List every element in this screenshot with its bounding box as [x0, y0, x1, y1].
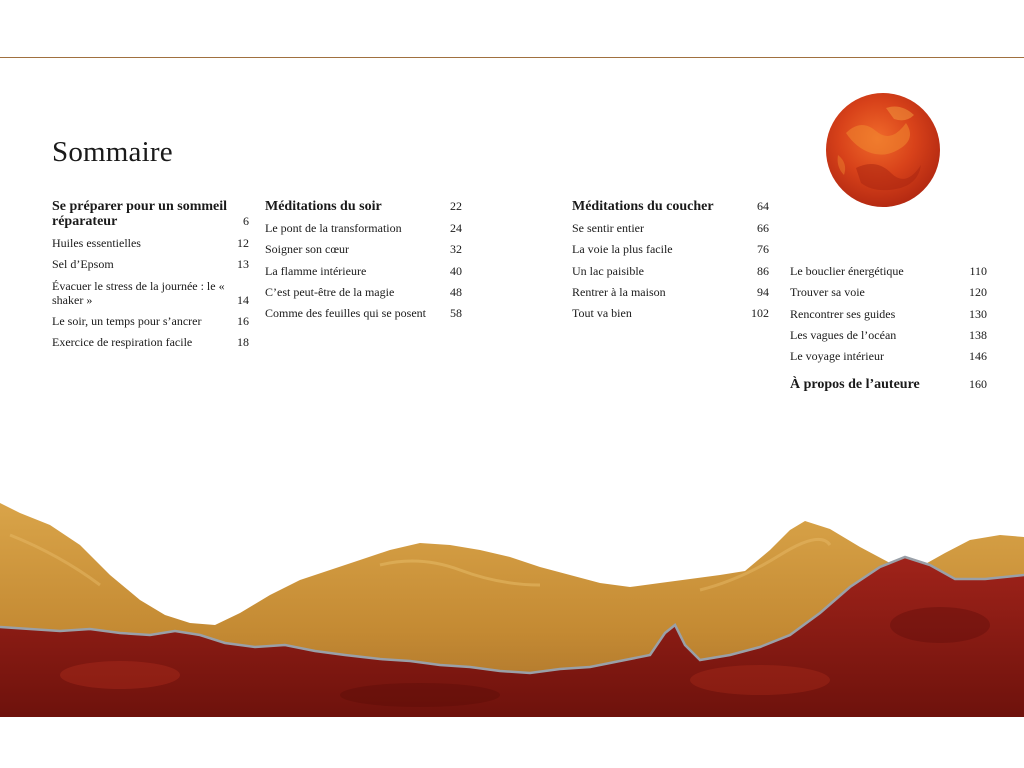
toc-page-number: 12	[237, 236, 249, 250]
toc-heading[interactable]	[52, 199, 249, 229]
toc-entry-label: Trouver sa voie	[790, 285, 865, 300]
toc-page-number: 16	[237, 313, 249, 328]
toc-heading-label: Méditations du coucher	[572, 199, 714, 214]
toc-entry[interactable]	[790, 285, 987, 299]
toc-page-number: 102	[751, 306, 769, 321]
toc-entry[interactable]	[265, 242, 462, 256]
toc-page-number: 64	[757, 199, 769, 213]
toc-entry[interactable]	[572, 264, 769, 278]
toc-entry-label: Rencontrer ses guides	[790, 306, 896, 321]
toc-page-number: 138	[969, 327, 987, 342]
toc-page-number: 13	[237, 257, 249, 272]
toc-entry[interactable]	[52, 279, 249, 307]
toc-entry[interactable]	[572, 242, 769, 256]
toc-entry-label: Le voyage intérieur	[790, 349, 884, 364]
toc-page-number: 48	[450, 284, 462, 299]
toc-page-number: 6	[243, 214, 249, 228]
toc-entry-label: Soigner son cœur	[265, 242, 349, 257]
toc-entry-label: Évacuer le stress de la journée : le « shaker »	[52, 278, 225, 307]
toc-entry-label: Un lac paisible	[572, 263, 644, 278]
toc-entry[interactable]	[790, 264, 987, 278]
toc-entry-label: Le bouclier énergétique	[790, 264, 904, 278]
top-rule	[0, 57, 1024, 58]
toc-entry[interactable]	[572, 285, 769, 299]
toc-page-number: 120	[969, 285, 987, 300]
toc-page-number: 110	[969, 264, 987, 278]
toc-page-number: 146	[969, 349, 987, 364]
toc-heading-label: Méditations du soir	[265, 199, 382, 214]
toc-entry[interactable]	[52, 236, 249, 250]
toc-page-number: 160	[969, 377, 987, 392]
toc-entry-label: Le soir, un temps pour s’ancrer	[52, 313, 202, 328]
mountain-landscape-illustration	[0, 495, 1024, 717]
toc-heading-label: Se préparer pour un sommeil réparateur	[52, 199, 228, 229]
toc-section-evening-meditations	[265, 199, 462, 327]
toc-page-number: 94	[757, 284, 769, 299]
toc-page-number: 86	[757, 263, 769, 278]
toc-page-number: 58	[450, 306, 462, 321]
toc-page-number: 66	[757, 221, 769, 235]
toc-entry-label: C’est peut-être de la magie	[265, 284, 395, 299]
page-title: Sommaire	[52, 136, 173, 168]
toc-page-number: 14	[237, 292, 249, 307]
toc-entry[interactable]	[52, 314, 249, 328]
toc-entry-label: Rentrer à la maison	[572, 284, 666, 299]
toc-entry[interactable]	[265, 221, 462, 235]
toc-entry[interactable]	[52, 257, 249, 271]
toc-about-author[interactable]	[790, 377, 987, 392]
toc-entry[interactable]	[52, 335, 249, 349]
toc-page-number: 24	[450, 221, 462, 235]
toc-entry-label: Exercice de respiration facile	[52, 335, 193, 350]
toc-page-number: 18	[237, 335, 249, 350]
toc-section-bedtime-meditations	[572, 199, 769, 327]
sun-illustration	[826, 93, 940, 207]
toc-heading-label: À propos de l’auteure	[790, 377, 920, 393]
toc-page-number: 130	[969, 306, 987, 321]
toc-entry-label: Le pont de la transformation	[265, 221, 402, 235]
toc-entry[interactable]	[790, 328, 987, 342]
toc-page-number: 40	[450, 263, 462, 278]
toc-heading[interactable]	[572, 199, 769, 214]
toc-entry[interactable]	[265, 285, 462, 299]
toc-entry-label: Les vagues de l’océan	[790, 327, 897, 342]
toc-entry-label: Huiles essentielles	[52, 236, 141, 250]
toc-entry-label: Comme des feuilles qui se posent	[265, 306, 426, 321]
toc-section-bedtime-continued	[790, 264, 987, 399]
toc-entry[interactable]	[265, 264, 462, 278]
toc-page-number: 22	[450, 199, 462, 213]
toc-entry-label: La voie la plus facile	[572, 242, 673, 257]
toc-entry-label: Tout va bien	[572, 306, 632, 321]
toc-section-preparation	[52, 199, 249, 356]
toc-entry-label: Sel d’Epsom	[52, 257, 114, 272]
toc-entry-label: Se sentir entier	[572, 221, 644, 235]
toc-entry[interactable]	[790, 349, 987, 363]
toc-entry[interactable]	[790, 307, 987, 321]
toc-entry[interactable]	[265, 306, 462, 320]
toc-heading[interactable]	[265, 199, 462, 214]
toc-page-number: 32	[450, 242, 462, 257]
toc-page-number: 76	[757, 242, 769, 257]
toc-entry[interactable]	[572, 221, 769, 235]
toc-entry[interactable]	[572, 306, 769, 320]
toc-entry-label: La flamme intérieure	[265, 263, 367, 278]
